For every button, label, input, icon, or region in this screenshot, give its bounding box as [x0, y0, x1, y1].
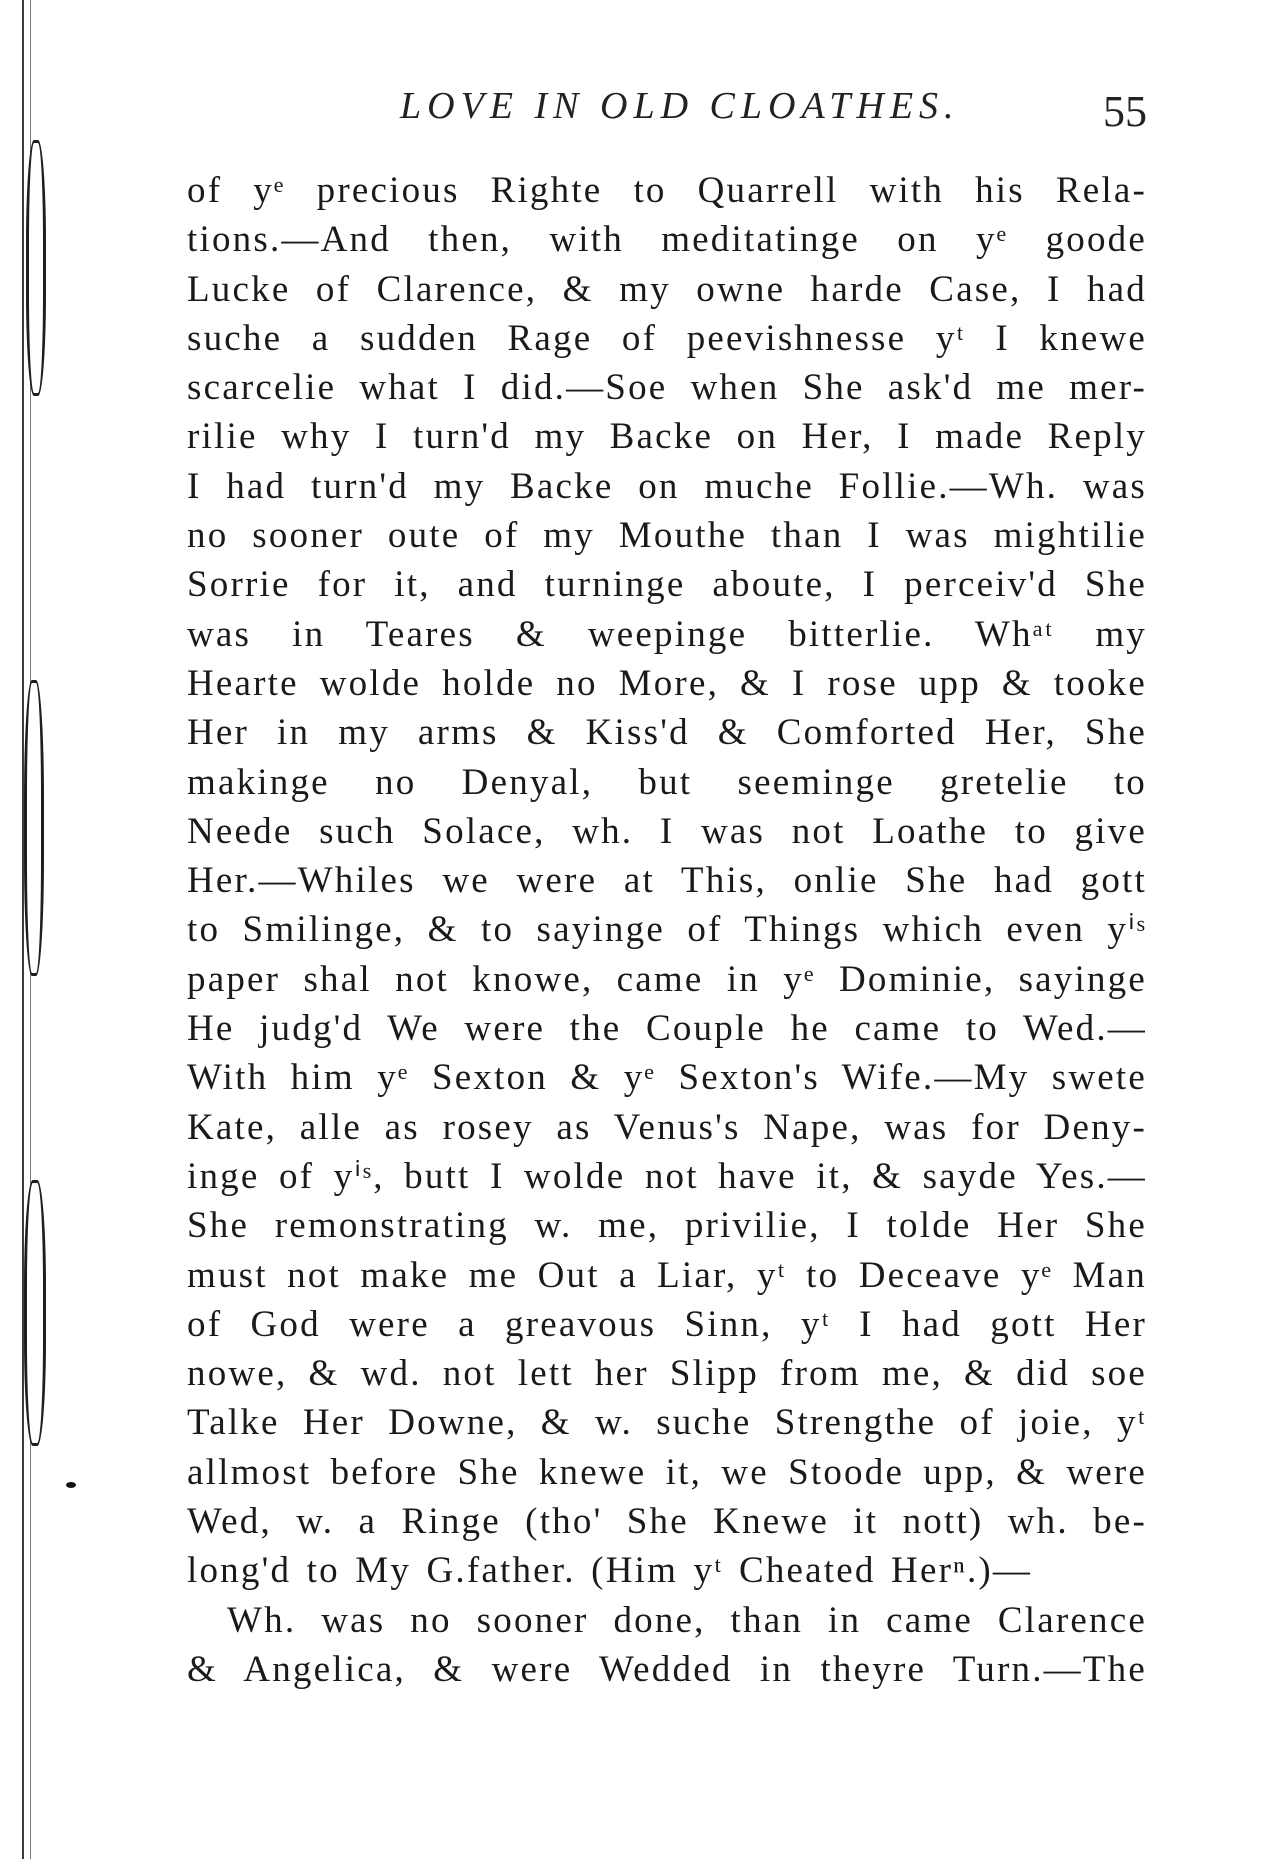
- text-line: Her.—Whiles we were at This, onlie She had gott: [187, 860, 1147, 902]
- text-line: She remonstrating w. me, privilie, I tolde Her She: [187, 1205, 1147, 1247]
- text-line: Kate, alle as rosey as Venus's Nape, was for Deny-: [187, 1106, 1147, 1148]
- binding-mark: [24, 1180, 46, 1446]
- binding-edge-line: [22, 0, 24, 1859]
- text-line: Lucke of Clarence, & my owne harde Case, I had: [187, 268, 1147, 310]
- binding-mark: [26, 140, 46, 396]
- text-line: makinge no Denyal, but seeminge gretelie to: [187, 761, 1147, 803]
- text-line: I had turn'd my Backe on muche Follie.—Wh. was: [187, 465, 1147, 507]
- text-line: & Angelica, & were Wedded in theyre Turn.—The: [187, 1648, 1147, 1690]
- text-line: of yᵉ precious Righte to Quarrell with his Rela-: [187, 170, 1147, 211]
- text-line: to Smilinge, & to sayinge of Things which even yⁱˢ: [187, 909, 1147, 951]
- running-title: LOVE IN OLD CLOATHES.: [400, 85, 960, 127]
- text-line: Neede such Solace, wh. I was not Loathe to give: [187, 810, 1147, 852]
- page-header: [0, 78, 1278, 138]
- text-line: tions.—And then, with meditatinge on yᵉ goode: [187, 219, 1147, 261]
- text-line: He judg'd We were the Couple he came to Wed.—: [187, 1008, 1147, 1050]
- text-line: inge of yⁱˢ, butt I wolde not have it, & sayde Yes.—: [187, 1155, 1147, 1197]
- text-line: must not make me Out a Liar, yᵗ to Deceave yᵉ Man: [187, 1254, 1147, 1296]
- text-line: Wed, w. a Ringe (tho' She Knewe it nott) wh. be-: [187, 1501, 1147, 1543]
- text-line: Wh. was no sooner done, than in came Clarence: [227, 1599, 1147, 1641]
- binding-mark: [24, 680, 44, 976]
- text-line: was in Teares & weepinge bitterlie. Whᵃᵗ my: [187, 613, 1147, 655]
- text-line: Talke Her Downe, & w. suche Strengthe of joie, yᵗ: [187, 1402, 1147, 1444]
- text-line: Hearte wolde holde no More, & I rose upp & tooke: [187, 662, 1147, 704]
- text-line: no sooner oute of my Mouthe than I was mightilie: [187, 515, 1147, 557]
- text-line: nowe, & wd. not lett her Slipp from me, & did soe: [187, 1353, 1147, 1395]
- body-text: [187, 166, 1147, 1694]
- text-line: allmost before She knewe it, we Stoode upp, & were: [187, 1451, 1147, 1493]
- margin-mark: [66, 1482, 76, 1488]
- text-line: Sorrie for it, and turninge aboute, I perceiv'd She: [187, 564, 1147, 606]
- text-line: paper shal not knowe, came in yᵉ Dominie, sayinge: [187, 958, 1147, 1000]
- text-line: With him yᵉ Sexton & yᵉ Sexton's Wife.—My swete: [187, 1057, 1147, 1099]
- text-line: Her in my arms & Kiss'd & Comforted Her, She: [187, 712, 1147, 754]
- text-line: rilie why I turn'd my Backe on Her, I made Reply: [187, 416, 1147, 458]
- text-line: suche a sudden Rage of peevishnesse yᵗ I knewe: [187, 317, 1147, 359]
- text-line: scarcelie what I did.—Soe when She ask'd me mer-: [187, 367, 1147, 409]
- text-line: of God were a greavous Sinn, yᵗ I had gott Her: [187, 1303, 1147, 1345]
- text-line: long'd to My G.father. (Him yᵗ Cheated Herⁿ.)—: [187, 1550, 1033, 1592]
- page-number: 55: [1103, 87, 1147, 136]
